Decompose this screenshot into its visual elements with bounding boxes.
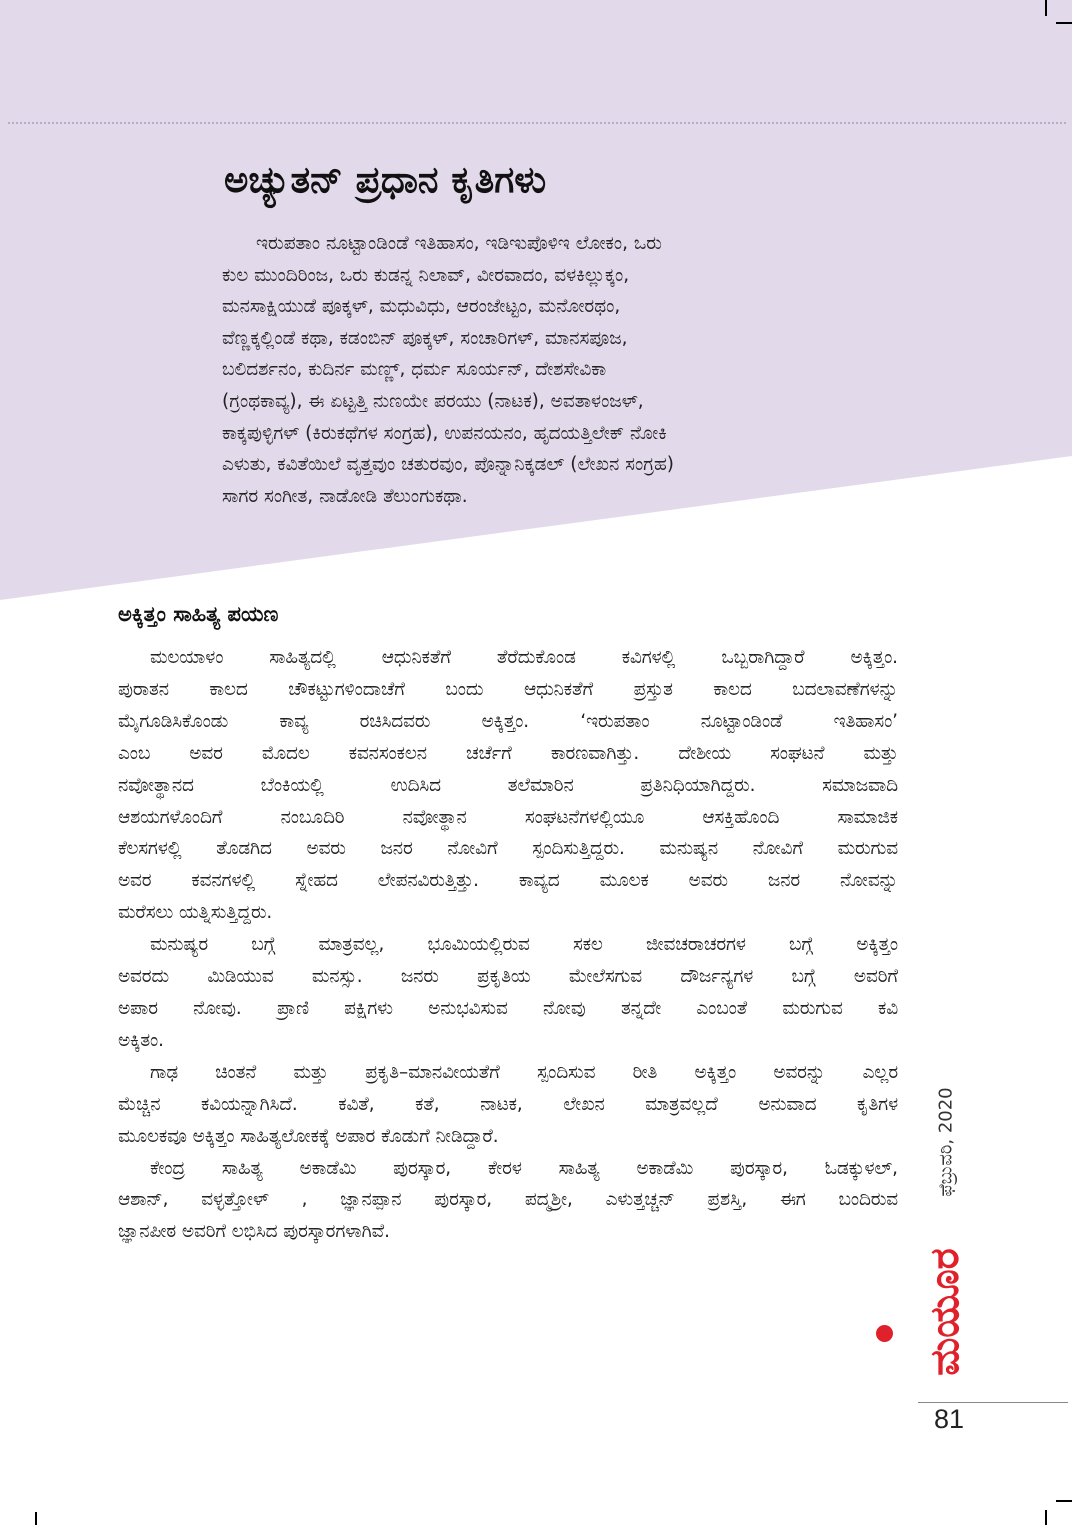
- article-heading: ಅಕ್ಕಿತ್ತಂ ಸಾಹಿತ್ಯ ಪಯಣ: [118, 602, 279, 626]
- crop-mark-right-upper: [1056, 22, 1072, 24]
- works-line: ಇರುಪತಾಂ ನೂಟ್ಟಾಂಡಿಂಡೆ ಇತಿಹಾಸಂ, ಇಡಿಇುಪೊಳಿಇ ಲೋಕಂ, ಒರು: [256, 233, 662, 254]
- text-line: ಅಕ್ಕಿತಂ.: [118, 1029, 164, 1051]
- text-line: ಜ್ಞಾನಪೀಠ ಅವರಿಗೆ ಲಭಿಸಿದ ಪುರಸ್ಕಾರಗಳಾಗಿವೆ.: [118, 1221, 390, 1243]
- text-line: ಪುರಾತನ ಕಾಲದ ಚೌಕಟ್ಟುಗಳಿಂದಾಚೆಗೆ ಬಂದು ಆಧುನಿಕತೆಗೆ ಪ್ರಸ್ತುತ ಕಾಲದ ಬದಲಾವಣೆಗಳನ್ನು: [118, 678, 898, 700]
- dotted-divider: [8, 122, 1066, 124]
- text-line: ಅವರ ಕವನಗಳಲ್ಲಿ ಸ್ನೇಹದ ಲೇಪನವಿರುತ್ತಿತ್ತು. ಕಾವ್ಯದ ಮೂಲಕ ಅವರು ಜನರ ನೋವನ್ನು: [118, 870, 898, 892]
- bullet-dot: [876, 1325, 893, 1342]
- issue-date: ಫೆಬ್ರುವರಿ, 2020: [935, 1087, 957, 1197]
- footer-divider: [918, 1402, 1068, 1403]
- works-list: [222, 228, 882, 512]
- text-line: ಗಾಢ ಚಿಂತನೆ ಮತ್ತು ಪ್ರಕೃತಿ–ಮಾನವೀಯತೆಗೆ ಸ್ಪಂದಿಸುವ ರೀತಿ ಅಕ್ಕಿತ್ತಂ ಅವರನ್ನು ಎಲ್ಲರ: [150, 1061, 898, 1083]
- crop-mark-bottom-right: [1045, 1510, 1047, 1525]
- article-paragraph: [118, 1057, 898, 1153]
- works-line: ವೆಣ್ಣಕ್ಕಲ್ಲಿಂಡೆ ಕಥಾ, ಕಡಂಬಿನ್ ಪೂಕ್ಕಳ್, ಸಂಚಾರಿಗಳ್, ಮಾನಸಪೂಜ,: [222, 327, 628, 349]
- text-line: ಅವರದು ಮಿಡಿಯುವ ಮನಸ್ಸು. ಜನರು ಪ್ರಕೃತಿಯ ಮೇಲೆಸಗುವ ದೌರ್ಜನ್ಯಗಳ ಬಗ್ಗೆ ಅವರಿಗೆ: [118, 966, 898, 988]
- text-line: ಮೈಗೂಡಿಸಿಕೊಂಡು ಕಾವ್ಯ ರಚಿಸಿದವರು ಅಕ್ಕಿತ್ತಂ. ‘ಇರುಪತಾಂ ನೂಟ್ಟಾಂಡಿಂಡೆ ಇತಿಹಾಸಂ’: [118, 710, 898, 732]
- works-line: ಎಳುತು, ಕವಿತೆಯಿಲೆ ವೃತ್ತವುಂ ಚತುರವುಂ, ಪೊನ್ನಾನಿಕ್ಕಡಲ್ (ಲೇಖನ ಸಂಗ್ರಹ): [222, 454, 674, 476]
- text-line: ಮಲಯಾಳಂ ಸಾಹಿತ್ಯದಲ್ಲಿ ಆಧುನಿಕತೆಗೆ ತೆರೆದುಕೊಂಡ ಕವಿಗಳಲ್ಲಿ ಒಬ್ಬರಾಗಿದ್ದಾರೆ ಅಕ್ಕಿತ್ತಂ.: [150, 647, 898, 668]
- article-paragraph: [118, 929, 898, 1057]
- text-line: ಆಶಾನ್, ವಳ್ಳತ್ತೋಳ್ , ಜ್ಞಾನಪ್ಪಾನ ಪುರಸ್ಕಾರ, ಪದ್ಮಶ್ರೀ, ಎಳುತ್ತಚ್ಚನ್ ಪ್ರಶಸ್ತಿ, ಈಗ ಬಂದಿರುವ: [118, 1189, 898, 1211]
- works-box-title: ಅಚ್ಯುತನ್ ಪ್ರಧಾನ ಕೃತಿಗಳು: [224, 158, 547, 201]
- article-paragraph: [118, 642, 898, 929]
- crop-mark-right-lower: [1056, 1500, 1072, 1502]
- text-line: ಮರೆಸಲು ಯತ್ನಿಸುತ್ತಿದ್ದರು.: [118, 902, 273, 924]
- crop-mark-bottom-left: [35, 1512, 37, 1525]
- works-line: (ಗ್ರಂಥಕಾವ್ಯ), ಈ ಏಟ್ಟತ್ತಿ ನುಣಯೇ ಪರಯು (ನಾಟಕ), ಅವತಾಳಂಜಳ್,: [222, 390, 644, 412]
- text-line: ಕೆಲಸಗಳಲ್ಲಿ ತೊಡಗಿದ ಅವರು ಜನರ ನೋವಿಗೆ ಸ್ಪಂದಿಸುತ್ತಿದ್ದರು. ಮನುಷ್ಯನ ನೋವಿಗೆ ಮರುಗುವ: [118, 838, 898, 860]
- text-line: ಮನುಷ್ಯರ ಬಗ್ಗೆ ಮಾತ್ರವಲ್ಲ, ಭೂಮಿಯಲ್ಲಿರುವ ಸಕಲ ಜೀವಚರಾಚರಗಳ ಬಗ್ಗೆ ಅಕ್ಕಿತ್ತಂ: [150, 934, 898, 956]
- article-paragraph: [118, 1153, 898, 1249]
- page-number: 81: [934, 1404, 965, 1434]
- works-line: ಸಾಗರ ಸಂಗೀತ, ನಾಡೋಡಿ ತೆಲುಂಗುಕಥಾ.: [222, 485, 468, 507]
- text-line: ನವೋತ್ಥಾನದ ಬೆಂಕಿಯಲ್ಲಿ ಉದಿಸಿದ ತಲೆಮಾರಿನ ಪ್ರತಿನಿಧಿಯಾಗಿದ್ದರು. ಸಮಾಜವಾದಿ: [118, 774, 898, 796]
- text-line: ಕೇಂದ್ರ ಸಾಹಿತ್ಯ ಅಕಾಡೆಮಿ ಪುರಸ್ಕಾರ, ಕೇರಳ ಸಾಹಿತ್ಯ ಅಕಾಡೆಮಿ ಪುರಸ್ಕಾರ, ಓಡಕ್ಕುಳಲ್,: [150, 1157, 898, 1179]
- works-line: ಕುಲ ಮುಂದಿರಿಂಜ, ಒರು ಕುಡನ್ನ ನಿಲಾವ್, ವೀರವಾದಂ, ವಳಕಿಲ್ಲುಕ್ಕಂ,: [222, 264, 630, 286]
- text-line: ಆಶಯಗಳೊಂದಿಗೆ ನಂಬೂದಿರಿ ನವೋತ್ಥಾನ ಸಂಘಟನೆಗಳಲ್ಲಿಯೂ ಆಸಕ್ತಿಹೊಂದಿ ಸಾಮಾಜಿಕ: [118, 806, 898, 828]
- magazine-logo: ಮಯೂರ: [922, 1248, 968, 1376]
- works-line: ಮನಸಾಕ್ಷಿಯುಡೆ ಪೂಕ್ಕಳ್, ಮಧುವಿಧು, ಆರಂಜೇಟ್ಟಂ, ಮನೋರಥಂ,: [222, 296, 621, 318]
- works-line: ಬಲಿದರ್ಶನಂ, ಕುದಿರ್ನ ಮಣ್ಣ್, ಧರ್ಮ ಸೂರ್ಯನ್, ದೇಶಸೇವಿಕಾ: [222, 359, 607, 381]
- text-line: ಅಪಾರ ನೋವು. ಪ್ರಾಣಿ ಪಕ್ಷಿಗಳು ಅನುಭವಿಸುವ ನೋವು ತನ್ನದೇ ಎಂಬಂತೆ ಮರುಗುವ ಕವಿ: [118, 997, 898, 1019]
- article-body: [118, 642, 898, 1248]
- works-line: ಕಾಕ್ಕಪುಳ್ಳಿಗಳ್ (ಕಿರುಕಥೆಗಳ ಸಂಗ್ರಹ), ಉಪನಯನಂ, ಹೃದಯತ್ತಿಲೇಕ್ ನೋಕಿ: [222, 422, 667, 444]
- text-line: ಮೂಲಕವೂ ಅಕ್ಕಿತ್ತಂ ಸಾಹಿತ್ಯಲೋಕಕ್ಕೆ ಅಪಾರ ಕೊಡುಗೆ ನೀಡಿದ್ದಾರೆ.: [118, 1125, 499, 1147]
- crop-mark-top-right: [1045, 0, 1047, 16]
- text-line: ಎಂಬ ಅವರ ಮೊದಲ ಕವನಸಂಕಲನ ಚರ್ಚೆಗೆ ಕಾರಣವಾಗಿತ್ತು. ದೇಶೀಯ ಸಂಘಟನೆ ಮತ್ತು: [118, 742, 898, 764]
- text-line: ಮೆಚ್ಚಿನ ಕವಿಯನ್ನಾಗಿಸಿದೆ. ಕವಿತೆ, ಕತೆ, ನಾಟಕ, ಲೇಖನ ಮಾತ್ರವಲ್ಲದೆ ಅನುವಾದ ಕೃತಿಗಳ: [118, 1093, 898, 1115]
